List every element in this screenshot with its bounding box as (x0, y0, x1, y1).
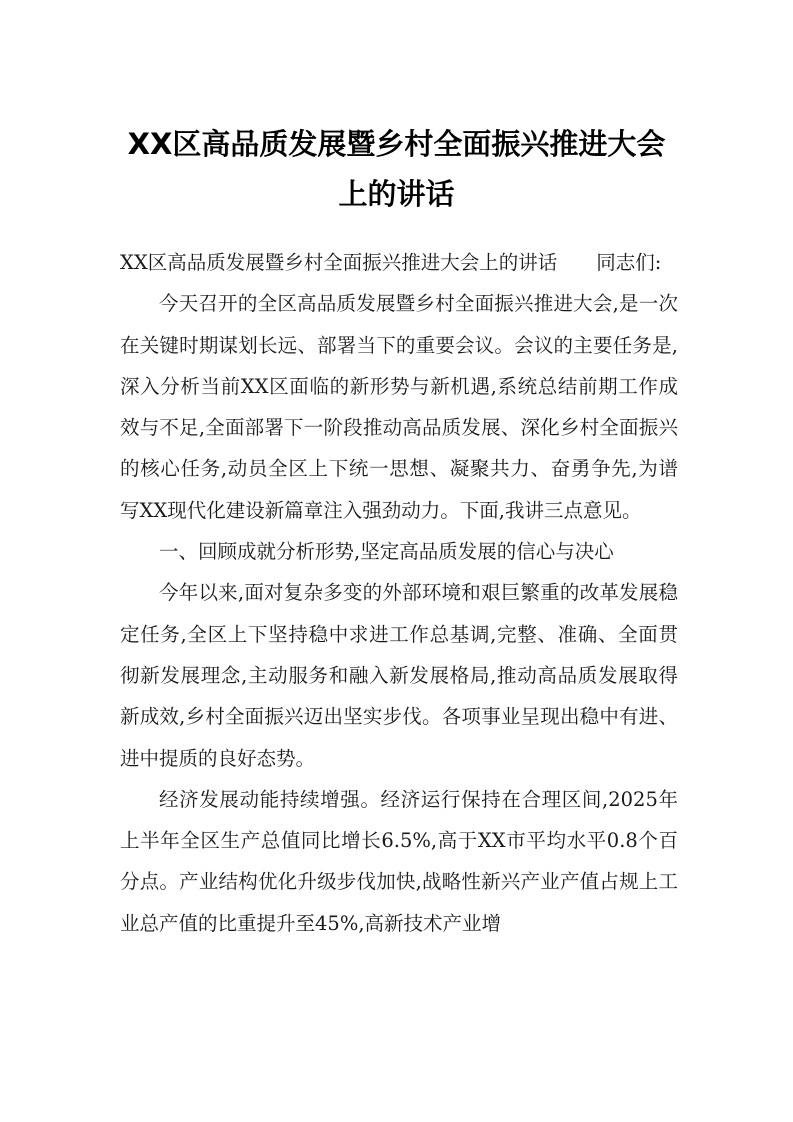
document-title-line-1: XX区高品质发展暨乡村全面振兴推进大会 (127, 127, 666, 161)
body-paragraph-economy: 经济发展动能持续增强。经济运行保持在合理区间,2025年上半年全区生产总值同比增长6.5%,高于XX市平均水平0.8个百分点。产业结构优化升级步伐加快,战略性新兴产业产值占规上工业总产值的比重提升至45%,高新技术产业增 (120, 787, 678, 935)
document-title-line-2: 上的讲话 (338, 177, 455, 211)
body-paragraph-opening: 今天召开的全区高品质发展暨乡村全面振兴推进大会,是一次在关键时期谋划长远、部署当下的重要会议。会议的主要任务是,深入分析当前XX区面临的新形势与新机遇,系统总结前期工作成效与不足,全面部署下一阶段推动高品质发展、深化乡村全面振兴的核心任务,动员全区上下统一思想、凝聚共力、奋勇争先,为谱写XX现代化建设新篇章注入强劲动力。下面,我讲三点意见。 (120, 292, 678, 522)
section-heading-1: 一、回顾成就分析形势,坚定高品质发展的信心与决心 (159, 540, 614, 564)
body-paragraph-review: 今年以来,面对复杂多变的外部环境和艰巨繁重的改革发展稳定任务,全区上下坚持稳中求进工作总基调,完整、准确、全面贯彻新发展理念,主动服务和融入新发展格局,推动高品质发展取得新成效,乡村全面振兴迈出坚实步伐。各项事业呈现出稳中有进、进中提质的良好态势。 (120, 581, 678, 770)
body-paragraph-intro: XX区高品质发展暨乡村全面振兴推进大会上的讲话 同志们: (120, 251, 662, 274)
document-body (120, 242, 678, 944)
